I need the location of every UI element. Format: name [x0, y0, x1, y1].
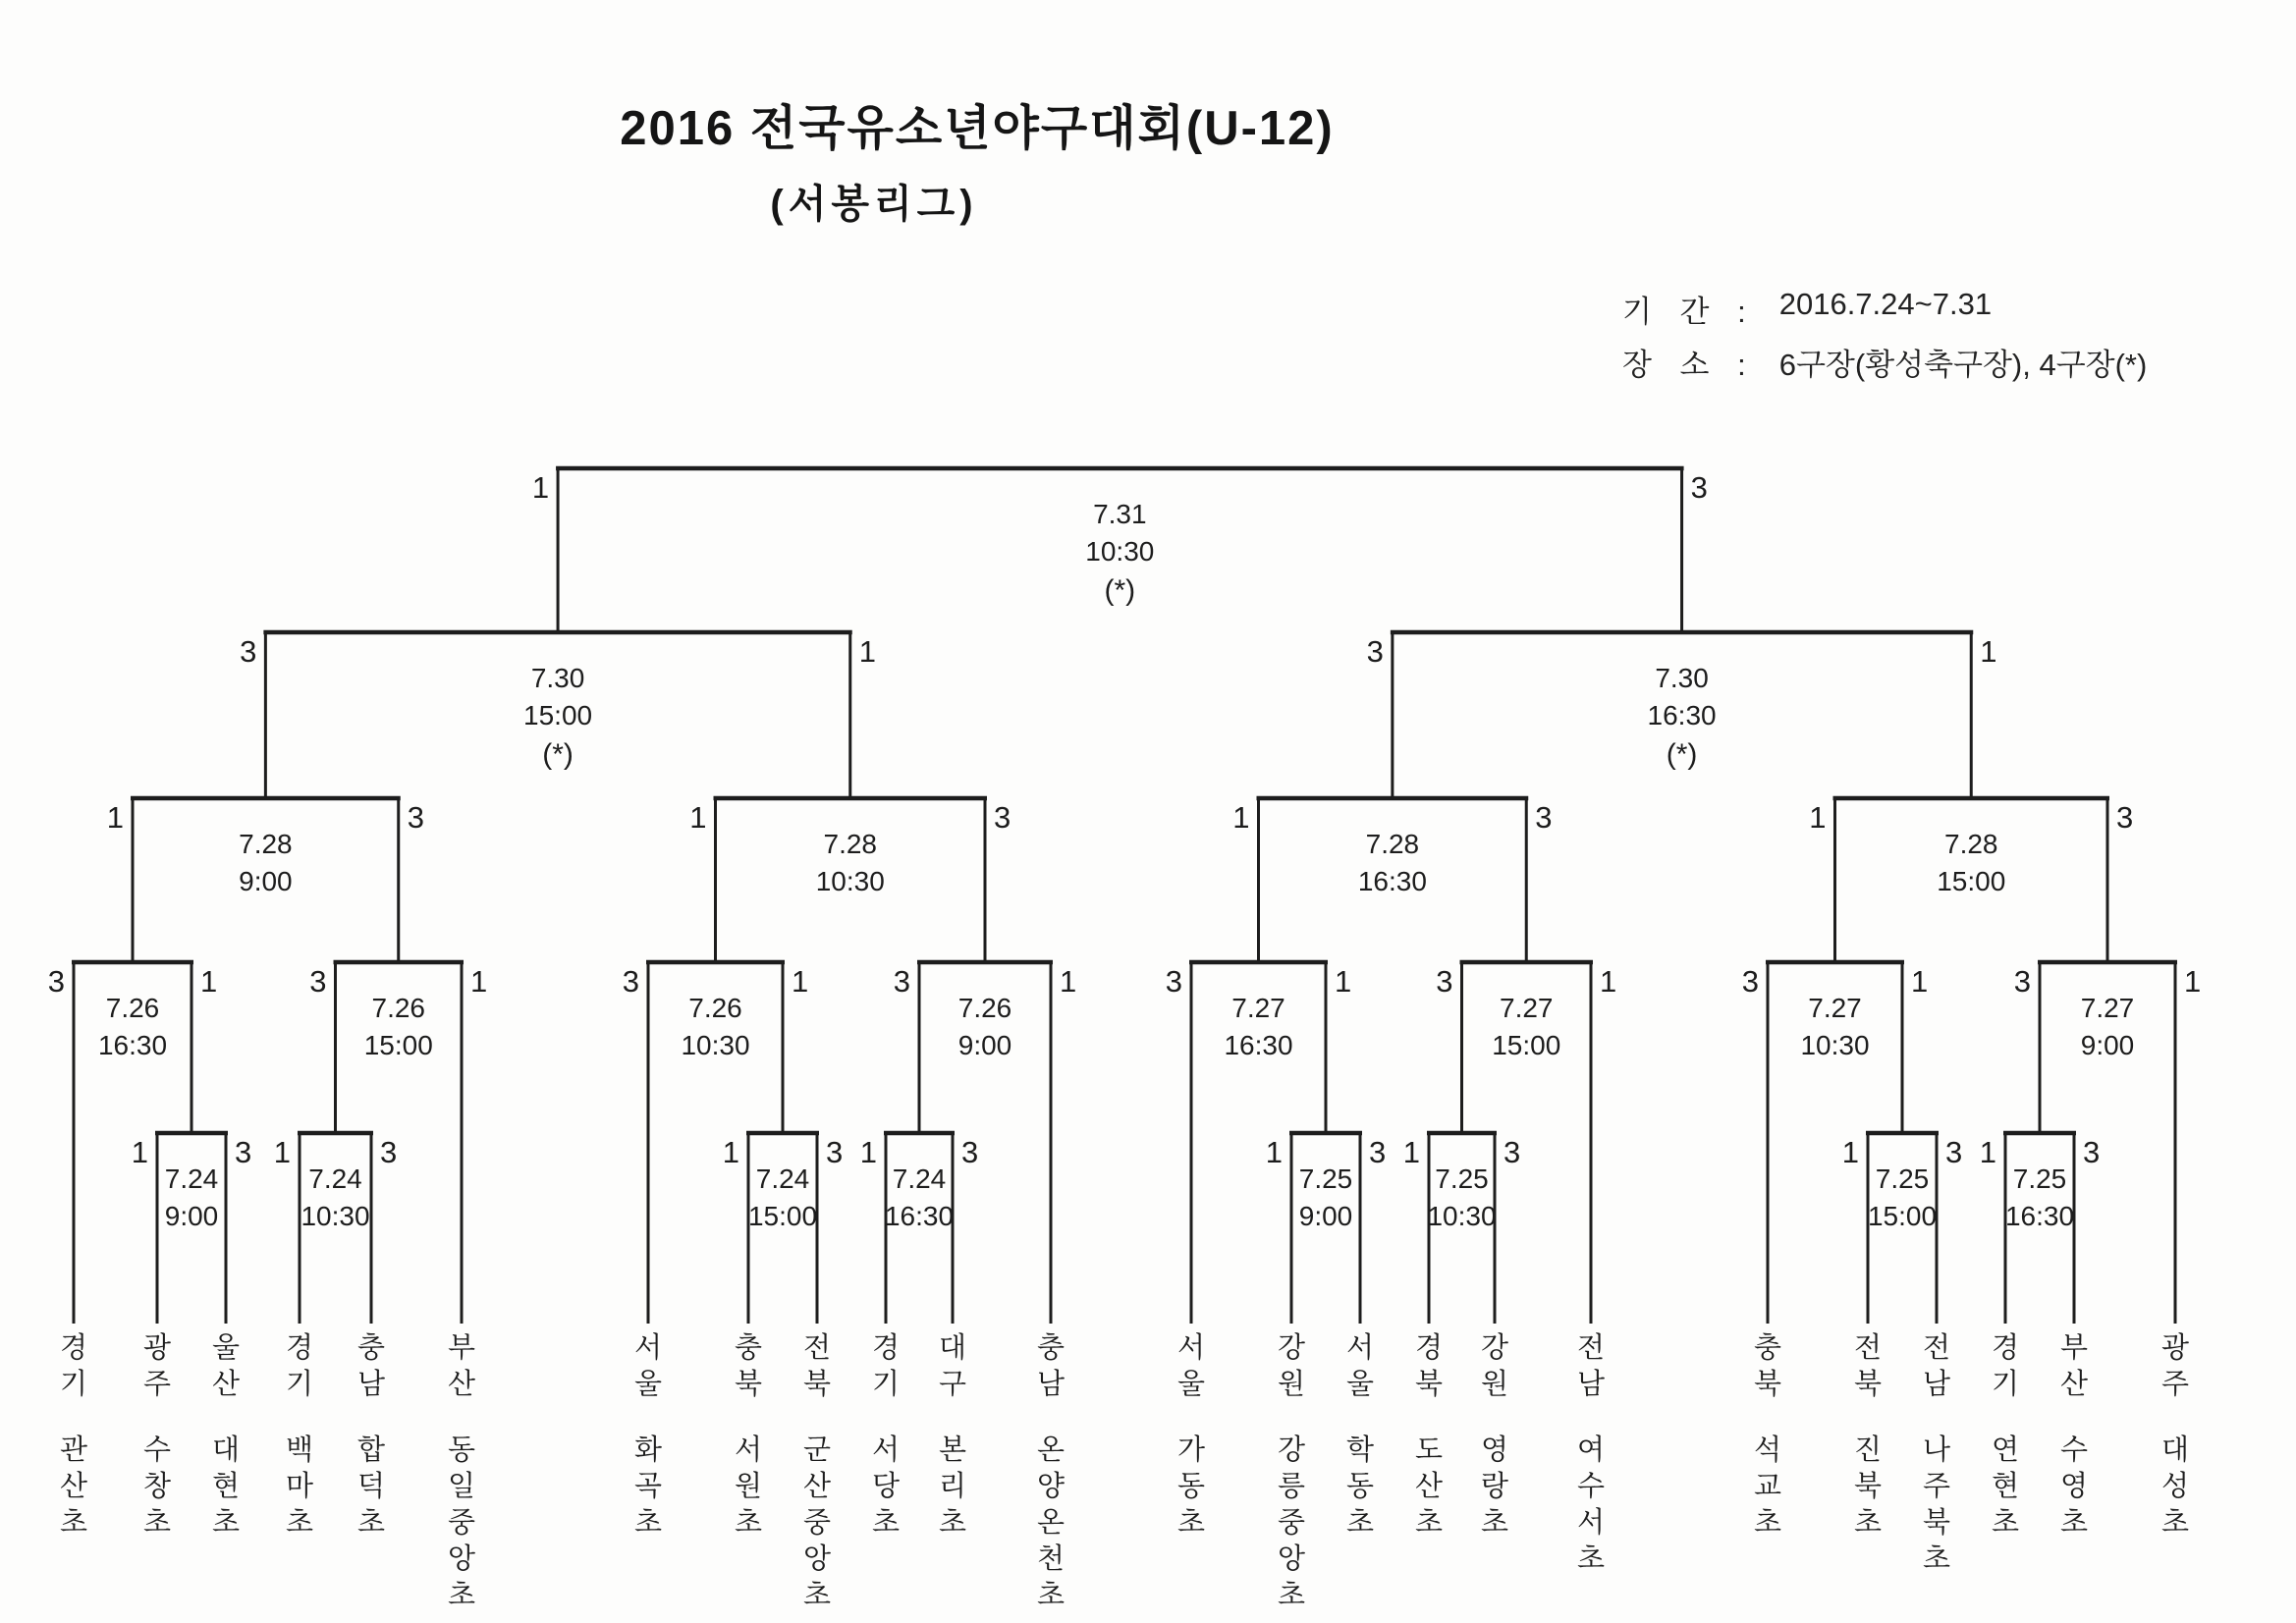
- game-venue-star: (*): [1666, 738, 1698, 771]
- team-region-char: 울: [633, 1369, 663, 1400]
- team-school-char: 앙: [447, 1543, 476, 1575]
- team-school-char: 초: [1036, 1580, 1066, 1611]
- team-school-char: 동: [1345, 1471, 1375, 1502]
- dugout-label-left: 1: [131, 1135, 148, 1169]
- game-r2b: [309, 962, 487, 1324]
- team-9: [872, 1331, 900, 1539]
- game-date: 7.28: [1944, 829, 1998, 859]
- team-10: [939, 1331, 966, 1539]
- dugout-label-right: 1: [200, 964, 218, 999]
- game-r1d: [860, 1133, 979, 1324]
- dugout-label-right: 3: [994, 800, 1011, 835]
- dugout-label-left: 3: [1436, 964, 1453, 999]
- game-time: 9:00: [1298, 1201, 1353, 1231]
- team-region-char: 울: [211, 1332, 241, 1364]
- team-school-char: 주: [1922, 1471, 1951, 1502]
- team-school-char: 초: [2160, 1507, 2190, 1539]
- dugout-label-right: 3: [2116, 800, 2134, 835]
- league-subtitle: (서봉리그): [770, 183, 978, 226]
- team-region-char: 기: [59, 1369, 88, 1400]
- team-region-char: 충: [356, 1332, 386, 1364]
- team-region-char: 울: [1176, 1369, 1206, 1400]
- team-region-char: 남: [356, 1369, 386, 1400]
- dugout-label-left: 1: [689, 800, 707, 835]
- game-time: 15:00: [747, 1201, 818, 1231]
- dugout-label-right: 3: [407, 800, 424, 835]
- game-date: 7.24: [308, 1163, 362, 1194]
- team-16: [1481, 1331, 1508, 1539]
- game-date: 7.28: [239, 829, 293, 859]
- team-school-char: 앙: [1277, 1543, 1306, 1575]
- team-school-char: 영: [2059, 1471, 2089, 1502]
- game-time: 10:30: [1085, 536, 1155, 567]
- team-23: [2161, 1331, 2189, 1539]
- dugout-label-right: 3: [961, 1135, 979, 1169]
- dugout-label-right: 1: [2184, 964, 2202, 999]
- team-region-char: 원: [1480, 1369, 1509, 1400]
- game-date: 7.27: [1808, 993, 1862, 1023]
- dugout-label-left: 3: [309, 964, 327, 999]
- game-time: 9:00: [957, 1030, 1012, 1060]
- dugout-label-left: 1: [722, 1135, 739, 1169]
- game-date: 7.28: [1365, 829, 1420, 859]
- dugout-label-left: 3: [1366, 634, 1384, 669]
- team-school-char: 서: [1576, 1507, 1606, 1539]
- dugout-label-left: 1: [1841, 1135, 1859, 1169]
- team-school-char: 초: [1922, 1543, 1951, 1575]
- game-qf2: [689, 798, 1011, 962]
- team-school-char: 대: [211, 1434, 241, 1466]
- team-school-char: 덕: [356, 1471, 386, 1502]
- game-time: 10:30: [301, 1201, 370, 1231]
- dugout-label-left: 3: [2013, 964, 2031, 999]
- dugout-label-left: 3: [240, 634, 257, 669]
- team-school-char: 초: [734, 1507, 763, 1539]
- game-date: 7.27: [1500, 993, 1554, 1023]
- team-5: [448, 1332, 475, 1611]
- game-time: 16:30: [97, 1030, 168, 1060]
- team-15: [1415, 1331, 1443, 1539]
- game-time: 16:30: [2004, 1201, 2075, 1231]
- game-date: 7.26: [688, 993, 742, 1023]
- game-venue-star: (*): [1104, 574, 1136, 607]
- dugout-label-left: 1: [859, 1135, 877, 1169]
- dugout-label-left: 1: [1232, 800, 1250, 835]
- dugout-label-right: 1: [1060, 964, 1077, 999]
- team-school-char: 양: [1036, 1471, 1066, 1502]
- team-6: [634, 1331, 662, 1539]
- game-date: 7.24: [755, 1163, 810, 1194]
- team-20: [1923, 1331, 1950, 1575]
- game-time: 16:30: [1224, 1030, 1293, 1060]
- team-region-char: 산: [447, 1369, 476, 1400]
- team-11: [1037, 1331, 1065, 1611]
- dugout-label-left: 3: [47, 964, 65, 999]
- team-region-char: 충: [1753, 1332, 1782, 1364]
- game-date: 7.25: [2012, 1163, 2067, 1194]
- info-period-value: 2016.7.24~7.31: [1778, 287, 1993, 321]
- team-region-char: 산: [211, 1369, 241, 1400]
- game-date: 7.24: [164, 1163, 219, 1194]
- team-school-char: 도: [1414, 1434, 1444, 1466]
- game-date: 7.28: [823, 829, 877, 859]
- dugout-label-left: 1: [1265, 1135, 1283, 1169]
- game-r1h: [1980, 1133, 2101, 1324]
- dugout-label-left: 3: [1741, 964, 1759, 999]
- team-region-char: 충: [1036, 1332, 1066, 1364]
- game-time: 15:00: [1937, 866, 2006, 896]
- team-region-char: 부: [447, 1332, 476, 1364]
- dugout-label-left: 3: [622, 964, 639, 999]
- team-region-char: 울: [1345, 1369, 1375, 1400]
- team-school-char: 여: [1576, 1434, 1606, 1466]
- team-school-char: 초: [447, 1580, 476, 1611]
- team-school-char: 릉: [1277, 1471, 1306, 1502]
- dugout-label-left: 1: [106, 800, 124, 835]
- dugout-label-right: 1: [1335, 964, 1352, 999]
- team-region-char: 구: [938, 1369, 967, 1400]
- team-region-char: 경: [1991, 1332, 2020, 1364]
- team-region-char: 경: [1414, 1332, 1444, 1364]
- dugout-label-left: 1: [1979, 1135, 1996, 1169]
- game-time: 15:00: [1867, 1201, 1938, 1231]
- dugout-label-right: 1: [1911, 964, 1929, 999]
- team-region-char: 경: [59, 1332, 88, 1364]
- team-school-char: 산: [59, 1471, 88, 1502]
- game-date: 7.25: [1435, 1163, 1489, 1194]
- team-school-char: 서: [871, 1434, 901, 1466]
- team-school-char: 초: [142, 1507, 172, 1539]
- team-school-char: 동: [447, 1434, 476, 1466]
- team-school-char: 산: [1414, 1471, 1444, 1502]
- team-school-char: 초: [1345, 1507, 1375, 1539]
- team-region-char: 남: [1576, 1369, 1606, 1400]
- team-region-char: 경: [285, 1332, 314, 1364]
- team-school-char: 산: [802, 1471, 832, 1502]
- team-school-char: 서: [734, 1434, 763, 1466]
- team-region-char: 주: [142, 1369, 172, 1400]
- team-region-char: 남: [1922, 1369, 1951, 1400]
- game-date: 7.26: [371, 993, 425, 1023]
- game-sf1: [240, 632, 876, 798]
- game-venue-star: (*): [542, 738, 574, 771]
- team-school-char: 곡: [633, 1471, 663, 1502]
- team-school-char: 북: [1922, 1507, 1951, 1539]
- team-school-char: 초: [285, 1507, 314, 1539]
- team-school-char: 백: [285, 1434, 314, 1466]
- game-r1g: [1842, 1133, 1963, 1324]
- team-school-char: 성: [2160, 1471, 2190, 1502]
- game-time: 15:00: [363, 1030, 433, 1060]
- team-12: [1177, 1331, 1205, 1539]
- dugout-label-left: 1: [1809, 800, 1827, 835]
- game-r2f: [1436, 962, 1616, 1324]
- team-school-char: 가: [1176, 1434, 1206, 1466]
- team-school-char: 원: [734, 1471, 763, 1502]
- game-r2g: [1742, 962, 1929, 1324]
- dugout-label-right: 1: [1600, 964, 1617, 999]
- team-18: [1754, 1331, 1781, 1539]
- team-school-char: 현: [1991, 1471, 2020, 1502]
- game-time: 10:30: [1800, 1030, 1870, 1060]
- team-school-char: 마: [285, 1471, 314, 1502]
- team-school-char: 초: [1480, 1507, 1509, 1539]
- game-r1e: [1266, 1133, 1387, 1324]
- team-1: [143, 1331, 171, 1539]
- team-region-char: 광: [142, 1332, 172, 1364]
- team-17: [1577, 1331, 1605, 1575]
- dugout-label-right: 1: [792, 964, 809, 999]
- team-school-char: 현: [211, 1471, 241, 1502]
- team-school-char: 온: [1036, 1434, 1066, 1466]
- team-school-char: 합: [356, 1434, 386, 1466]
- dugout-label-right: 3: [2083, 1135, 2101, 1169]
- team-school-char: 초: [938, 1507, 967, 1539]
- team-2: [212, 1332, 240, 1539]
- team-school-char: 군: [802, 1434, 832, 1466]
- info-venue-value: 6구장(황성축구장), 4구장(*): [1778, 348, 2148, 382]
- team-3: [286, 1331, 313, 1539]
- dugout-label-left: 1: [1402, 1135, 1420, 1169]
- team-school-char: 초: [1753, 1507, 1782, 1539]
- team-region-char: 전: [1853, 1332, 1883, 1364]
- dugout-label-left: 1: [273, 1135, 291, 1169]
- dugout-label-right: 1: [470, 964, 488, 999]
- team-school-char: 초: [2059, 1507, 2089, 1539]
- team-region-char: 북: [734, 1369, 763, 1400]
- team-school-char: 대: [2160, 1434, 2190, 1466]
- game-r2c: [623, 962, 809, 1324]
- game-date: 7.26: [957, 993, 1012, 1023]
- dugout-label-right: 3: [1690, 470, 1708, 505]
- team-14: [1346, 1331, 1374, 1539]
- team-school-char: 앙: [802, 1543, 832, 1575]
- team-region-char: 전: [802, 1332, 832, 1364]
- team-school-char: 초: [1853, 1507, 1883, 1539]
- team-school-char: 연: [1991, 1434, 2020, 1466]
- game-time: 10:30: [681, 1030, 750, 1060]
- dugout-label-right: 3: [1503, 1135, 1521, 1169]
- team-8: [803, 1331, 831, 1611]
- dugout-label-left: 1: [531, 470, 550, 505]
- dugout-label-right: 3: [1369, 1135, 1387, 1169]
- game-f1: [532, 468, 1708, 632]
- team-school-char: 학: [1345, 1434, 1375, 1466]
- dugout-label-left: 3: [893, 964, 910, 999]
- team-region-char: 강: [1277, 1332, 1306, 1364]
- team-school-char: 강: [1277, 1434, 1306, 1466]
- team-region-char: 기: [1991, 1369, 2020, 1400]
- game-date: 7.31: [1093, 499, 1147, 529]
- game-time: 15:00: [523, 700, 593, 730]
- team-school-char: 초: [59, 1507, 88, 1539]
- team-13: [1278, 1331, 1305, 1611]
- team-region-char: 북: [1753, 1369, 1782, 1400]
- game-time: 15:00: [1492, 1030, 1561, 1060]
- game-time: 9:00: [239, 866, 293, 896]
- team-school-char: 화: [633, 1434, 663, 1466]
- team-region-char: 강: [1480, 1332, 1509, 1364]
- team-school-char: 석: [1753, 1434, 1782, 1466]
- team-school-char: 초: [1991, 1507, 2020, 1539]
- game-date: 7.30: [530, 663, 585, 693]
- team-school-char: 초: [1414, 1507, 1444, 1539]
- team-region-char: 원: [1277, 1369, 1306, 1400]
- game-time: 9:00: [164, 1201, 219, 1231]
- team-school-char: 초: [871, 1507, 901, 1539]
- game-r2e: [1166, 962, 1352, 1324]
- dugout-label-right: 3: [826, 1135, 844, 1169]
- game-qf4: [1809, 798, 2133, 962]
- game-date: 7.30: [1655, 663, 1709, 693]
- team-region-char: 서: [1176, 1332, 1206, 1364]
- game-r1f: [1403, 1133, 1521, 1324]
- game-time: 10:30: [815, 866, 885, 896]
- game-time: 16:30: [1647, 700, 1717, 730]
- game-r2d: [894, 962, 1077, 1324]
- game-date: 7.27: [1231, 993, 1285, 1023]
- team-school-char: 나: [1922, 1434, 1951, 1466]
- team-region-char: 전: [1576, 1332, 1606, 1364]
- team-region-char: 남: [1036, 1369, 1066, 1400]
- team-region-char: 부: [2059, 1332, 2089, 1364]
- game-time: 10:30: [1427, 1201, 1497, 1231]
- game-date: 7.27: [2080, 993, 2135, 1023]
- team-school-char: 영: [1480, 1434, 1509, 1466]
- team-school-char: 동: [1176, 1471, 1206, 1502]
- team-school-char: 초: [1576, 1543, 1606, 1575]
- game-r1a: [132, 1133, 252, 1324]
- team-region-char: 주: [2160, 1369, 2190, 1400]
- team-22: [2060, 1332, 2088, 1539]
- team-school-char: 교: [1753, 1471, 1782, 1502]
- team-school-char: 일: [447, 1471, 476, 1502]
- game-r1b: [274, 1133, 398, 1324]
- team-region-char: 북: [1853, 1369, 1883, 1400]
- team-region-char: 대: [938, 1332, 967, 1364]
- team-region-char: 전: [1922, 1332, 1951, 1364]
- team-school-char: 온: [1036, 1507, 1066, 1539]
- team-region-char: 북: [1414, 1369, 1444, 1400]
- team-21: [1992, 1331, 2019, 1539]
- game-time: 16:30: [884, 1201, 955, 1231]
- game-sf2: [1367, 632, 1997, 798]
- team-school-char: 중: [447, 1507, 476, 1539]
- team-4: [357, 1331, 385, 1539]
- game-qf3: [1232, 798, 1552, 962]
- dugout-label-right: 3: [380, 1135, 398, 1169]
- team-region-char: 산: [2059, 1369, 2089, 1400]
- game-date: 7.26: [105, 993, 160, 1023]
- dugout-label-right: 3: [1945, 1135, 1963, 1169]
- team-school-char: 본: [938, 1434, 967, 1466]
- team-school-char: 중: [802, 1507, 832, 1539]
- game-r1c: [723, 1133, 844, 1324]
- team-school-char: 중: [1277, 1507, 1306, 1539]
- game-date: 7.25: [1298, 1163, 1353, 1194]
- team-region-char: 서: [1345, 1332, 1375, 1364]
- team-school-char: 수: [2059, 1434, 2089, 1466]
- team-school-char: 북: [1853, 1471, 1883, 1502]
- dugout-label-right: 1: [858, 634, 876, 669]
- game-date: 7.25: [1875, 1163, 1930, 1194]
- dugout-label-right: 3: [1535, 800, 1553, 835]
- game-date: 7.24: [892, 1163, 947, 1194]
- team-school-char: 초: [356, 1507, 386, 1539]
- team-school-char: 초: [1176, 1507, 1206, 1539]
- game-time: 16:30: [1357, 866, 1427, 896]
- game-r2h: [2014, 962, 2202, 1324]
- team-school-char: 수: [142, 1434, 172, 1466]
- team-school-char: 리: [938, 1471, 967, 1502]
- team-school-char: 초: [1277, 1580, 1306, 1611]
- game-time: 9:00: [2080, 1030, 2135, 1060]
- team-school-char: 수: [1576, 1471, 1606, 1502]
- team-region-char: 북: [802, 1369, 832, 1400]
- info-period-label: 기 간 :: [1622, 295, 1756, 329]
- team-19: [1854, 1331, 1882, 1539]
- team-school-char: 초: [633, 1507, 663, 1539]
- team-region-char: 서: [633, 1332, 663, 1364]
- team-region-char: 광: [2160, 1332, 2190, 1364]
- game-qf1: [107, 798, 424, 962]
- team-school-char: 천: [1036, 1543, 1066, 1575]
- team-region-char: 기: [285, 1369, 314, 1400]
- team-school-char: 초: [802, 1580, 832, 1611]
- dugout-label-left: 3: [1165, 964, 1182, 999]
- team-0: [60, 1331, 87, 1539]
- team-school-char: 랑: [1480, 1471, 1509, 1502]
- team-school-char: 당: [871, 1471, 901, 1502]
- team-school-char: 관: [59, 1434, 88, 1466]
- page-title: 2016 전국유소년야구대회(U-12): [620, 102, 1335, 155]
- dugout-label-right: 1: [1980, 634, 1997, 669]
- info-venue-label: 장 소 :: [1622, 348, 1756, 382]
- team-region-char: 경: [871, 1332, 901, 1364]
- dugout-label-right: 3: [235, 1135, 252, 1169]
- team-school-char: 창: [142, 1471, 172, 1502]
- team-region-char: 충: [734, 1332, 763, 1364]
- team-school-char: 초: [211, 1507, 241, 1539]
- team-7: [735, 1331, 762, 1539]
- team-school-char: 진: [1853, 1434, 1883, 1466]
- team-region-char: 기: [871, 1369, 901, 1400]
